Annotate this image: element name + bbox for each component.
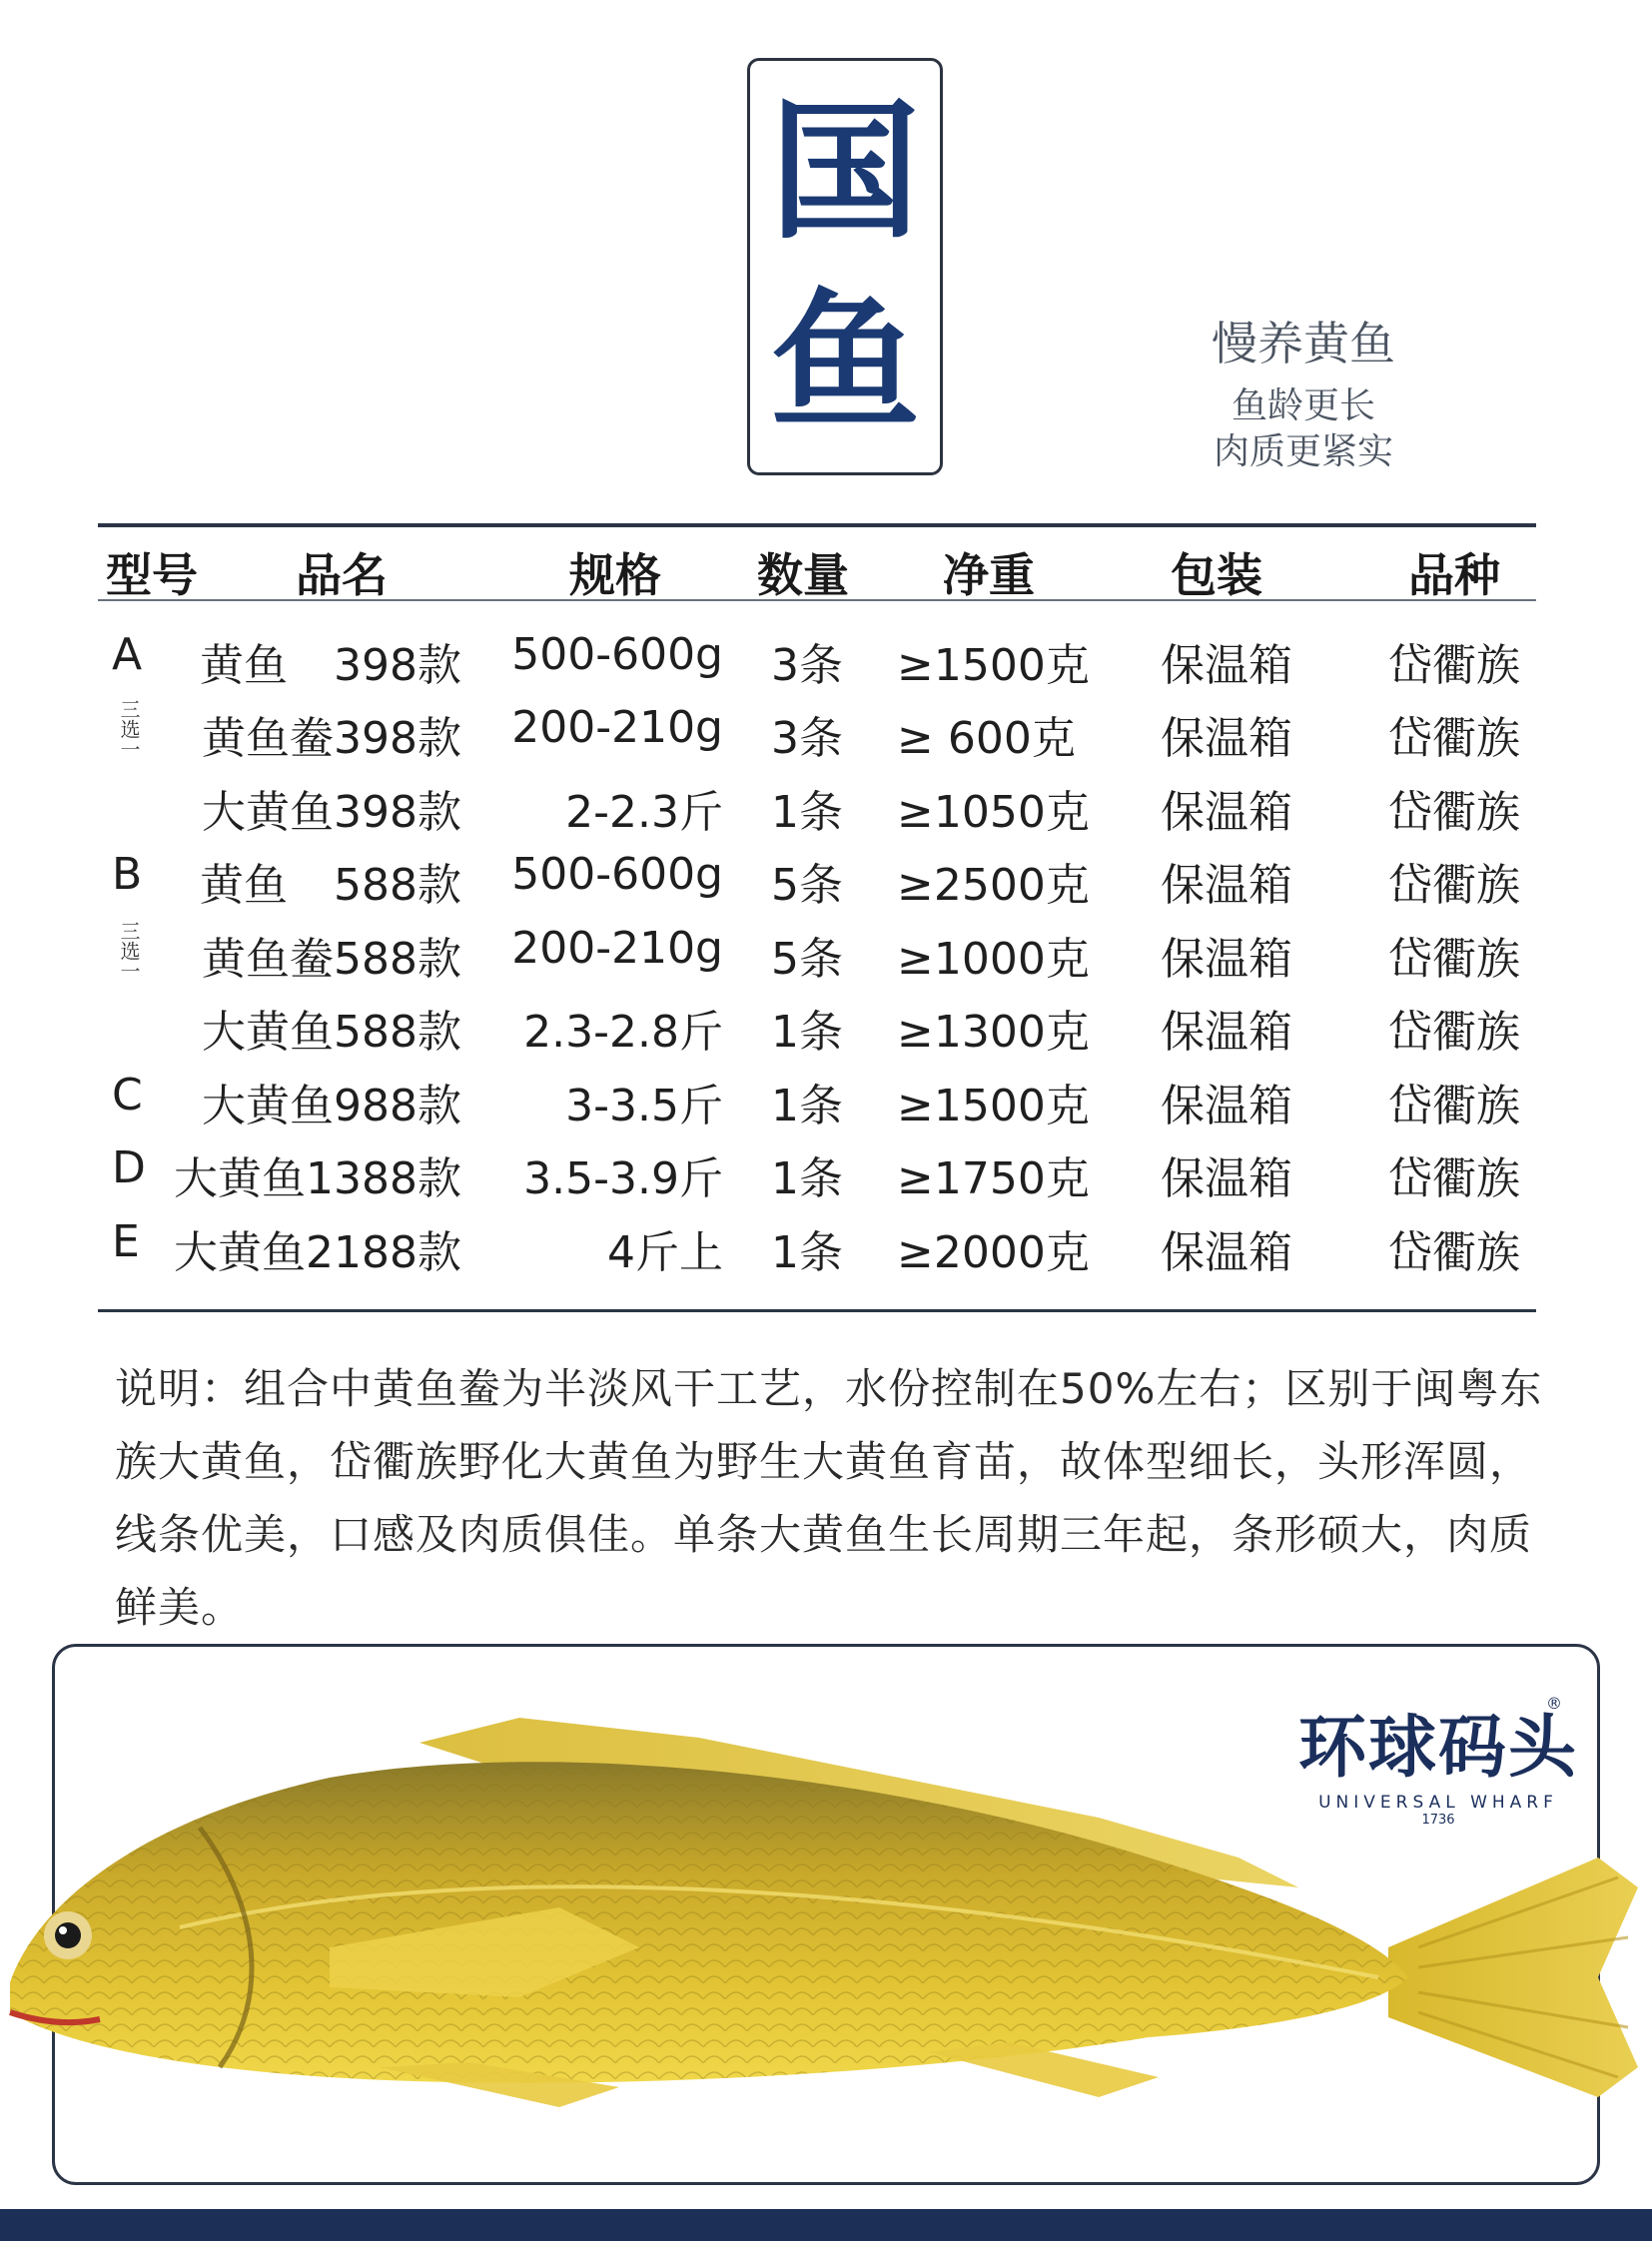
cell-qty: 1条: [771, 1227, 843, 1278]
cell-spec: 3-3.5斤: [565, 1081, 723, 1131]
cell-name-text: 大黄鱼398款: [202, 787, 461, 838]
cell-spec: 500-600g: [511, 629, 723, 680]
cell-model: E: [112, 1216, 140, 1267]
cell-breed: 岱衢族: [1388, 1227, 1520, 1278]
cell-name-text: 黄鱼鲞398款: [202, 713, 461, 764]
cell-spec: 200-210g: [511, 702, 723, 753]
cell-breed: 岱衢族: [1388, 934, 1520, 985]
cell-weight: ≥ 600克: [897, 713, 1076, 764]
cell-breed: 岱衢族: [1388, 640, 1520, 691]
cell-breed: 岱衢族: [1388, 1153, 1520, 1204]
cell-spec: 3.5-3.9斤: [523, 1153, 723, 1204]
cell-pack: 保温箱: [1161, 860, 1292, 911]
cell-name-part: 黄鱼: [200, 640, 288, 691]
cell-breed: 岱衢族: [1388, 713, 1520, 764]
table-top-rule: [98, 523, 1536, 527]
cell-breed: 岱衢族: [1388, 860, 1520, 911]
cell-name-text: 大黄鱼2188款: [174, 1227, 461, 1278]
cell-pack: 保温箱: [1161, 640, 1292, 691]
cell-qty: 1条: [771, 1007, 843, 1058]
cell-qty: 1条: [771, 1153, 843, 1204]
cell-model: B: [112, 849, 143, 900]
cell-name-text: 大黄鱼1388款: [174, 1153, 461, 1204]
cell-model: A: [112, 629, 143, 680]
cell-weight: ≥2500克: [897, 860, 1090, 911]
brand-name-en: UNIVERSAL WHARF: [1318, 1793, 1558, 1813]
cell-name-text: 大黄鱼988款: [202, 1081, 461, 1131]
cell-weight: ≥2000克: [897, 1227, 1090, 1278]
cell-breed: 岱衢族: [1388, 1007, 1520, 1058]
choice-note-b: 三选一: [117, 921, 141, 981]
cell-name-price: 588款: [334, 860, 461, 911]
footer-bar: [0, 2209, 1652, 2241]
cell-pack: 保温箱: [1161, 1153, 1292, 1204]
cell-name-price: 398款: [334, 640, 461, 691]
cell-name-part: 黄鱼: [200, 860, 288, 911]
cell-qty: 1条: [771, 1081, 843, 1131]
cell-qty: 3条: [771, 713, 843, 764]
cell-weight: ≥1300克: [897, 1007, 1090, 1058]
cell-qty: 1条: [771, 787, 843, 838]
tagline-main: 慢养黄鱼: [1212, 317, 1395, 371]
tagline-sub2: 肉质更紧实: [1213, 431, 1393, 472]
brand-year: 1736: [1421, 1813, 1455, 1828]
cell-pack: 保温箱: [1161, 1227, 1292, 1278]
cell-weight: ≥1000克: [897, 934, 1090, 985]
brand-logo: [1298, 1694, 1578, 1828]
cell-pack: 保温箱: [1161, 787, 1292, 838]
header-weight: 净重: [943, 548, 1035, 602]
logo-char-guo: 国: [769, 84, 920, 260]
cell-qty: 5条: [771, 860, 843, 911]
description-text: 说明：组合中黄鱼鲞为半淡风干工艺，水份控制在50%左右；区别于闽粤东族大黄鱼，岱衢族野化大黄鱼为野生大黄鱼育苗，故体型细长，头形浑圆，线条优美，口感及肉质俱佳。单条大黄鱼生长周期三年起，条形硕大，肉质鲜美。: [115, 1364, 1543, 1632]
header-name: 品名: [296, 548, 388, 602]
cell-weight: ≥1750克: [897, 1153, 1090, 1204]
cell-name-text: 黄鱼鲞588款: [202, 934, 461, 985]
cell-pack: 保温箱: [1161, 713, 1292, 764]
tagline-sub1: 鱼龄更长: [1231, 385, 1375, 426]
cell-model: D: [112, 1142, 146, 1193]
cell-weight: ≥1050克: [897, 787, 1090, 838]
cell-model: C: [112, 1070, 143, 1120]
brand-name-cn: 环球码头: [1298, 1709, 1579, 1788]
cell-pack: 保温箱: [1161, 1007, 1292, 1058]
cell-spec: 2-2.3斤: [565, 787, 723, 838]
table-bottom-rule: [98, 1309, 1536, 1312]
cell-breed: 岱衢族: [1388, 1081, 1520, 1131]
cell-qty: 3条: [771, 640, 843, 691]
header-spec: 规格: [569, 548, 661, 602]
cell-spec: 200-210g: [511, 923, 723, 974]
header-model: 型号: [106, 548, 198, 602]
logo-char-yu: 鱼: [769, 274, 920, 449]
cell-name-text: 大黄鱼588款: [202, 1007, 461, 1058]
cell-weight: ≥1500克: [897, 640, 1090, 691]
cell-spec: 4斤上: [607, 1227, 723, 1278]
choice-note-a: 三选一: [117, 699, 141, 759]
cell-spec: 2.3-2.8斤: [523, 1007, 723, 1058]
brand-registered-mark: ®: [1546, 1694, 1562, 1713]
header-breed: 品种: [1408, 548, 1500, 602]
cell-qty: 5条: [771, 934, 843, 985]
cell-pack: 保温箱: [1161, 934, 1292, 985]
cell-pack: 保温箱: [1161, 1081, 1292, 1131]
cell-spec: 500-600g: [511, 849, 723, 900]
logo-badge: [747, 58, 943, 475]
header-qty: 数量: [757, 548, 849, 602]
cell-weight: ≥1500克: [897, 1081, 1090, 1131]
header-pack: 包装: [1171, 548, 1262, 602]
cell-breed: 岱衢族: [1388, 787, 1520, 838]
